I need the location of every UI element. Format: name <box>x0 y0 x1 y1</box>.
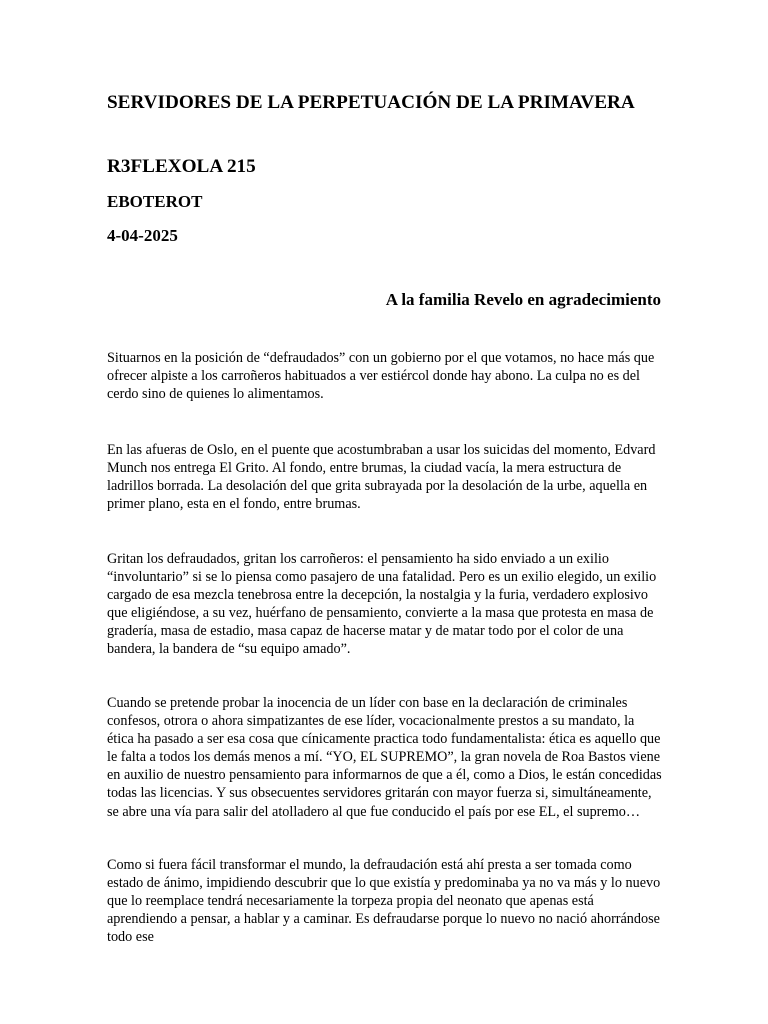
document-title: SERVIDORES DE LA PERPETUACIÓN DE LA PRIMAVERA <box>107 92 635 113</box>
paragraph: En las afueras de Oslo, en el puente que acostumbraban a usar los suicidas del momento, Edvard Munch nos entrega El Grito. Al fondo, entre brumas, la ciudad vacía, la mera estructura de ladrillos borrada. La desolación del que grita subrayada por la desolación de la urbe, aquella en primer plano, esta en el fondo, entre brumas. <box>107 442 656 513</box>
dedication: A la familia Revelo en agradecimiento <box>385 290 661 309</box>
paragraph: Gritan los defraudados, gritan los carroñeros: el pensamiento ha sido enviado a un exilio “involuntario” si se lo piensa como pasajero de una fatalidad. Pero es un exilio elegido, un exilio cargado de esa mezcla tenebrosa entre la decepción, la nostalgia y la furia, verdadero explosivo que eligiéndose, a su vez, huérfano de pensamiento, convierte a la masa que protesta en masa de gradería, masa de estadio, masa capaz de hacerse matar y de matar todo por el color de una bandera, la bandera de “su equipo amado”. <box>107 551 657 658</box>
document-date: 4-04-2025 <box>107 226 178 245</box>
paragraph: Como si fuera fácil transformar el mundo, la defraudación está ahí presta a ser tomada como estado de ánimo, impidiendo descubrir que lo que existía y predominaba ya no va más y lo nuevo que lo reemplace tendrá necesariamente la torpeza propia del neonato que apenas está aprendiendo a pensar, a hablar y a caminar. Es defraudarse porque lo nuevo no nació ahorrándose todo ese <box>107 857 661 946</box>
series-heading: R3FLEXOLA 215 <box>107 156 256 177</box>
author-name: EBOTEROT <box>107 192 203 211</box>
paragraph: Situarnos en la posición de “defraudados” con un gobierno por el que votamos, no hace más que ofrecer alpiste a los carroñeros habituados a ver estiércol donde hay abono. La culpa no es del cerdo sino de quienes lo alimentamos. <box>107 350 655 403</box>
paragraph: Cuando se pretende probar la inocencia de un líder con base en la declaración de criminales confesos, otrora o ahora simpatizantes de ese líder, vocacionalmente prestos a su mandato, la ética ha pasado a ser esa cosa que cínicamente practica todo fundamentalista: ética es aquello que le falta a todos los demás menos a mí. “YO, EL SUPREMO”, la gran novela de Roa Bastos viene en auxilio de nuestro pensamiento para informarnos de que a él, como a Dios, le están concedidas todas las licencias. Y sus obsecuentes servidores gritarán con mayor fuerza si, simultáneamente, se abre una vía para salir del atolladero al que fue conducido el país por ese EL, el supremo… <box>107 695 662 820</box>
